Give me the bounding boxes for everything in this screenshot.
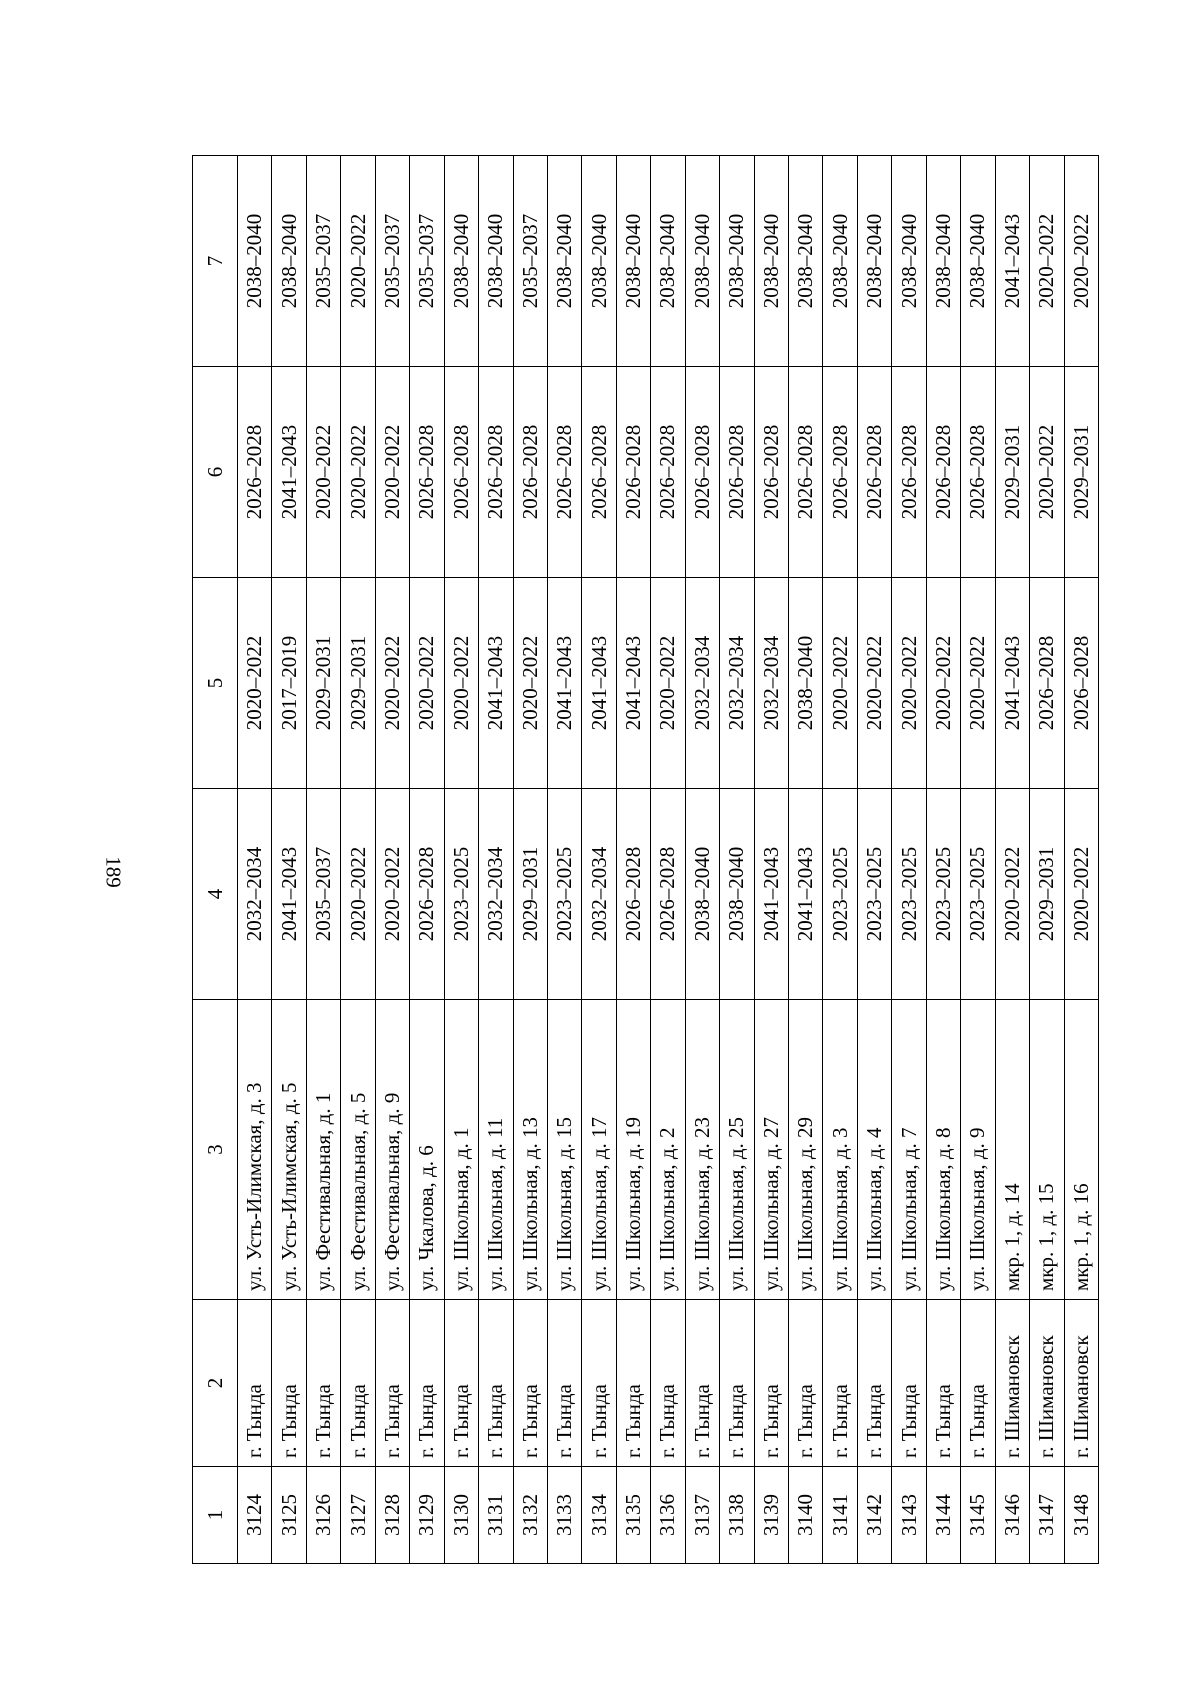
period-cell-6: 2026–2028: [651, 367, 685, 578]
period-cell-5: 2041–2043: [479, 578, 513, 789]
period-cell-5: 2020–2022: [892, 578, 926, 789]
period-cell-6: 2026–2028: [720, 367, 754, 578]
address-cell: ул. Школьная, д. 13: [513, 1000, 547, 1300]
period-cell-4: 2038–2040: [720, 789, 754, 1000]
period-cell-6: 2026–2028: [410, 367, 444, 578]
period-cell-4: 2041–2043: [789, 789, 823, 1000]
table-row: [651, 156, 685, 1564]
address-cell: ул. Чкалова, д. 6: [410, 1000, 444, 1300]
period-cell-5: 2020–2022: [926, 578, 960, 789]
period-cell-7: 2038–2040: [272, 156, 306, 367]
row-number-cell: 3137: [685, 1467, 719, 1564]
address-cell: ул. Школьная, д. 8: [926, 1000, 960, 1300]
period-cell-4: 2029–2031: [513, 789, 547, 1000]
period-cell-7: 2038–2040: [651, 156, 685, 367]
column-header-5: 5: [193, 578, 238, 789]
city-cell: г. Тында: [685, 1300, 719, 1467]
city-cell: г. Тында: [616, 1300, 650, 1467]
row-number-cell: 3135: [616, 1467, 650, 1564]
row-number-cell: 3141: [823, 1467, 857, 1564]
period-cell-5: 2020–2022: [651, 578, 685, 789]
period-cell-7: 2041–2043: [995, 156, 1029, 367]
row-number-cell: 3131: [479, 1467, 513, 1564]
row-number-cell: 3136: [651, 1467, 685, 1564]
period-cell-7: 2038–2040: [754, 156, 788, 367]
row-number-cell: 3128: [375, 1467, 409, 1564]
period-cell-5: 2020–2022: [238, 578, 272, 789]
period-cell-6: 2020–2022: [375, 367, 409, 578]
table-row: [479, 156, 513, 1564]
table-row: [685, 156, 719, 1564]
period-cell-6: 2026–2028: [582, 367, 616, 578]
row-number-cell: 3134: [582, 1467, 616, 1564]
address-cell: ул. Усть-Илимская, д. 5: [272, 1000, 306, 1300]
city-cell: г. Тында: [823, 1300, 857, 1467]
period-cell-7: 2038–2040: [720, 156, 754, 367]
address-cell: мкр. 1, д. 16: [1064, 1000, 1099, 1300]
address-cell: ул. Школьная, д. 25: [720, 1000, 754, 1300]
address-cell: ул. Школьная, д. 3: [823, 1000, 857, 1300]
period-cell-5: 2038–2040: [789, 578, 823, 789]
period-cell-4: 2035–2037: [306, 789, 340, 1000]
row-number-cell: 3127: [341, 1467, 375, 1564]
period-cell-5: 2020–2022: [823, 578, 857, 789]
period-cell-4: 2032–2034: [582, 789, 616, 1000]
column-header-7: 7: [193, 156, 238, 367]
table-row: [1030, 156, 1064, 1564]
row-number-cell: 3147: [1030, 1467, 1064, 1564]
city-cell: г. Шимановск: [1030, 1300, 1064, 1467]
period-cell-5: 2026–2028: [1064, 578, 1099, 789]
city-cell: г. Шимановск: [995, 1300, 1029, 1467]
period-cell-4: 2023–2025: [892, 789, 926, 1000]
address-cell: ул. Школьная, д. 17: [582, 1000, 616, 1300]
period-cell-6: 2026–2028: [857, 367, 891, 578]
table-row: [892, 156, 926, 1564]
city-cell: г. Тында: [479, 1300, 513, 1467]
address-cell: ул. Школьная, д. 11: [479, 1000, 513, 1300]
period-cell-6: 2020–2022: [341, 367, 375, 578]
period-cell-5: 2029–2031: [341, 578, 375, 789]
period-cell-7: 2020–2022: [341, 156, 375, 367]
row-number-cell: 3143: [892, 1467, 926, 1564]
period-cell-5: 2041–2043: [582, 578, 616, 789]
period-cell-4: 2041–2043: [754, 789, 788, 1000]
row-number-cell: 3126: [306, 1467, 340, 1564]
table-row: [375, 156, 409, 1564]
address-cell: ул. Фестивальная, д. 1: [306, 1000, 340, 1300]
address-cell: ул. Школьная, д. 9: [961, 1000, 995, 1300]
address-cell: ул. Школьная, д. 27: [754, 1000, 788, 1300]
period-cell-5: 2020–2022: [857, 578, 891, 789]
period-cell-7: 2038–2040: [616, 156, 650, 367]
table-row: [306, 156, 340, 1564]
period-cell-5: 2041–2043: [995, 578, 1029, 789]
period-cell-4: 2026–2028: [616, 789, 650, 1000]
row-number-cell: 3124: [238, 1467, 272, 1564]
address-cell: ул. Фестивальная, д. 5: [341, 1000, 375, 1300]
period-cell-7: 2035–2037: [513, 156, 547, 367]
period-cell-4: 2026–2028: [410, 789, 444, 1000]
period-cell-4: 2020–2022: [1064, 789, 1099, 1000]
table-row: [823, 156, 857, 1564]
address-cell: ул. Школьная, д. 1: [444, 1000, 478, 1300]
row-number-cell: 3129: [410, 1467, 444, 1564]
city-cell: г. Тында: [582, 1300, 616, 1467]
period-cell-6: 2026–2028: [479, 367, 513, 578]
table-row: [547, 156, 581, 1564]
period-cell-5: 2020–2022: [444, 578, 478, 789]
city-cell: г. Тында: [513, 1300, 547, 1467]
city-cell: г. Тында: [651, 1300, 685, 1467]
address-cell: мкр. 1, д. 14: [995, 1000, 1029, 1300]
header-row: [193, 156, 238, 1564]
row-number-cell: 3138: [720, 1467, 754, 1564]
address-cell: ул. Школьная, д. 2: [651, 1000, 685, 1300]
period-cell-7: 2035–2037: [375, 156, 409, 367]
city-cell: г. Тында: [444, 1300, 478, 1467]
table-row: [616, 156, 650, 1564]
period-cell-7: 2038–2040: [479, 156, 513, 367]
period-cell-6: 2041–2043: [272, 367, 306, 578]
period-cell-7: 2038–2040: [789, 156, 823, 367]
period-cell-7: 2038–2040: [823, 156, 857, 367]
period-cell-6: 2026–2028: [238, 367, 272, 578]
column-header-2: 2: [193, 1300, 238, 1467]
table-row: [513, 156, 547, 1564]
city-cell: г. Тында: [789, 1300, 823, 1467]
period-cell-4: 2026–2028: [651, 789, 685, 1000]
period-cell-6: 2026–2028: [616, 367, 650, 578]
period-cell-5: 2020–2022: [961, 578, 995, 789]
period-cell-7: 2038–2040: [857, 156, 891, 367]
period-cell-6: 2026–2028: [513, 367, 547, 578]
table-row: [410, 156, 444, 1564]
city-cell: г. Тында: [341, 1300, 375, 1467]
period-cell-6: 2029–2031: [995, 367, 1029, 578]
city-cell: г. Тында: [720, 1300, 754, 1467]
city-cell: г. Тында: [272, 1300, 306, 1467]
city-cell: г. Шимановск: [1064, 1300, 1099, 1467]
city-cell: г. Тында: [547, 1300, 581, 1467]
page-number: 189: [101, 856, 126, 888]
period-cell-5: 2020–2022: [410, 578, 444, 789]
period-cell-5: 2026–2028: [1030, 578, 1064, 789]
address-cell: ул. Школьная, д. 7: [892, 1000, 926, 1300]
table-row: [754, 156, 788, 1564]
row-number-cell: 3146: [995, 1467, 1029, 1564]
period-cell-4: 2041–2043: [272, 789, 306, 1000]
period-cell-7: 2038–2040: [685, 156, 719, 367]
period-cell-6: 2029–2031: [1064, 367, 1099, 578]
table-row: [789, 156, 823, 1564]
period-cell-6: 2020–2022: [1030, 367, 1064, 578]
period-cell-4: 2029–2031: [1030, 789, 1064, 1000]
city-cell: г. Тында: [892, 1300, 926, 1467]
period-cell-4: 2032–2034: [479, 789, 513, 1000]
row-number-cell: 3148: [1064, 1467, 1099, 1564]
period-cell-4: 2023–2025: [926, 789, 960, 1000]
address-cell: ул. Школьная, д. 29: [789, 1000, 823, 1300]
table-row: [272, 156, 306, 1564]
period-cell-4: 2032–2034: [238, 789, 272, 1000]
period-cell-6: 2026–2028: [892, 367, 926, 578]
row-number-cell: 3133: [547, 1467, 581, 1564]
period-cell-4: 2023–2025: [857, 789, 891, 1000]
period-cell-7: 2038–2040: [238, 156, 272, 367]
period-cell-4: 2023–2025: [961, 789, 995, 1000]
data-table: [192, 155, 1099, 1564]
period-cell-5: 2032–2034: [685, 578, 719, 789]
period-cell-6: 2026–2028: [754, 367, 788, 578]
table-row: [720, 156, 754, 1564]
period-cell-7: 2038–2040: [444, 156, 478, 367]
row-number-cell: 3145: [961, 1467, 995, 1564]
period-cell-4: 2020–2022: [341, 789, 375, 1000]
row-number-cell: 3144: [926, 1467, 960, 1564]
period-cell-5: 2041–2043: [547, 578, 581, 789]
period-cell-6: 2026–2028: [547, 367, 581, 578]
city-cell: г. Тында: [375, 1300, 409, 1467]
period-cell-4: 2023–2025: [547, 789, 581, 1000]
row-number-cell: 3140: [789, 1467, 823, 1564]
period-cell-7: 2020–2022: [1064, 156, 1099, 367]
table-row: [238, 156, 272, 1564]
column-header-4: 4: [193, 789, 238, 1000]
table-row: [444, 156, 478, 1564]
period-cell-4: 2020–2022: [375, 789, 409, 1000]
table-container: [192, 156, 1099, 1564]
period-cell-6: 2026–2028: [926, 367, 960, 578]
table-body: [238, 156, 1099, 1564]
table-row: [1064, 156, 1099, 1564]
period-cell-6: 2026–2028: [444, 367, 478, 578]
table-row: [995, 156, 1029, 1564]
city-cell: г. Тында: [410, 1300, 444, 1467]
column-header-3: 3: [193, 1000, 238, 1300]
period-cell-7: 2035–2037: [410, 156, 444, 367]
table-row: [341, 156, 375, 1564]
period-cell-4: 2038–2040: [685, 789, 719, 1000]
address-cell: ул. Школьная, д. 4: [857, 1000, 891, 1300]
period-cell-6: 2026–2028: [823, 367, 857, 578]
period-cell-5: 2032–2034: [720, 578, 754, 789]
period-cell-7: 2038–2040: [582, 156, 616, 367]
period-cell-4: 2023–2025: [444, 789, 478, 1000]
address-cell: ул. Фестивальная, д. 9: [375, 1000, 409, 1300]
period-cell-5: 2017–2019: [272, 578, 306, 789]
period-cell-7: 2035–2037: [306, 156, 340, 367]
rotated-table-frame: [192, 156, 1099, 1564]
table-row: [857, 156, 891, 1564]
period-cell-5: 2032–2034: [754, 578, 788, 789]
address-cell: мкр. 1, д. 15: [1030, 1000, 1064, 1300]
address-cell: ул. Школьная, д. 19: [616, 1000, 650, 1300]
period-cell-5: 2029–2031: [306, 578, 340, 789]
city-cell: г. Тында: [926, 1300, 960, 1467]
row-number-cell: 3130: [444, 1467, 478, 1564]
period-cell-7: 2038–2040: [892, 156, 926, 367]
city-cell: г. Тында: [961, 1300, 995, 1467]
table-row: [961, 156, 995, 1564]
column-header-1: 1: [193, 1467, 238, 1564]
period-cell-6: 2026–2028: [685, 367, 719, 578]
row-number-cell: 3142: [857, 1467, 891, 1564]
row-number-cell: 3125: [272, 1467, 306, 1564]
table-row: [582, 156, 616, 1564]
address-cell: ул. Школьная, д. 23: [685, 1000, 719, 1300]
address-cell: ул. Усть-Илимская, д. 3: [238, 1000, 272, 1300]
period-cell-7: 2038–2040: [547, 156, 581, 367]
period-cell-6: 2020–2022: [306, 367, 340, 578]
city-cell: г. Тында: [754, 1300, 788, 1467]
city-cell: г. Тында: [857, 1300, 891, 1467]
period-cell-5: 2020–2022: [375, 578, 409, 789]
row-number-cell: 3139: [754, 1467, 788, 1564]
row-number-cell: 3132: [513, 1467, 547, 1564]
table-row: [926, 156, 960, 1564]
period-cell-7: 2038–2040: [961, 156, 995, 367]
period-cell-7: 2038–2040: [926, 156, 960, 367]
period-cell-6: 2026–2028: [961, 367, 995, 578]
city-cell: г. Тында: [238, 1300, 272, 1467]
column-header-6: 6: [193, 367, 238, 578]
period-cell-5: 2020–2022: [513, 578, 547, 789]
period-cell-7: 2020–2022: [1030, 156, 1064, 367]
period-cell-6: 2026–2028: [789, 367, 823, 578]
period-cell-4: 2023–2025: [823, 789, 857, 1000]
address-cell: ул. Школьная, д. 15: [547, 1000, 581, 1300]
period-cell-5: 2041–2043: [616, 578, 650, 789]
city-cell: г. Тында: [306, 1300, 340, 1467]
period-cell-4: 2020–2022: [995, 789, 1029, 1000]
